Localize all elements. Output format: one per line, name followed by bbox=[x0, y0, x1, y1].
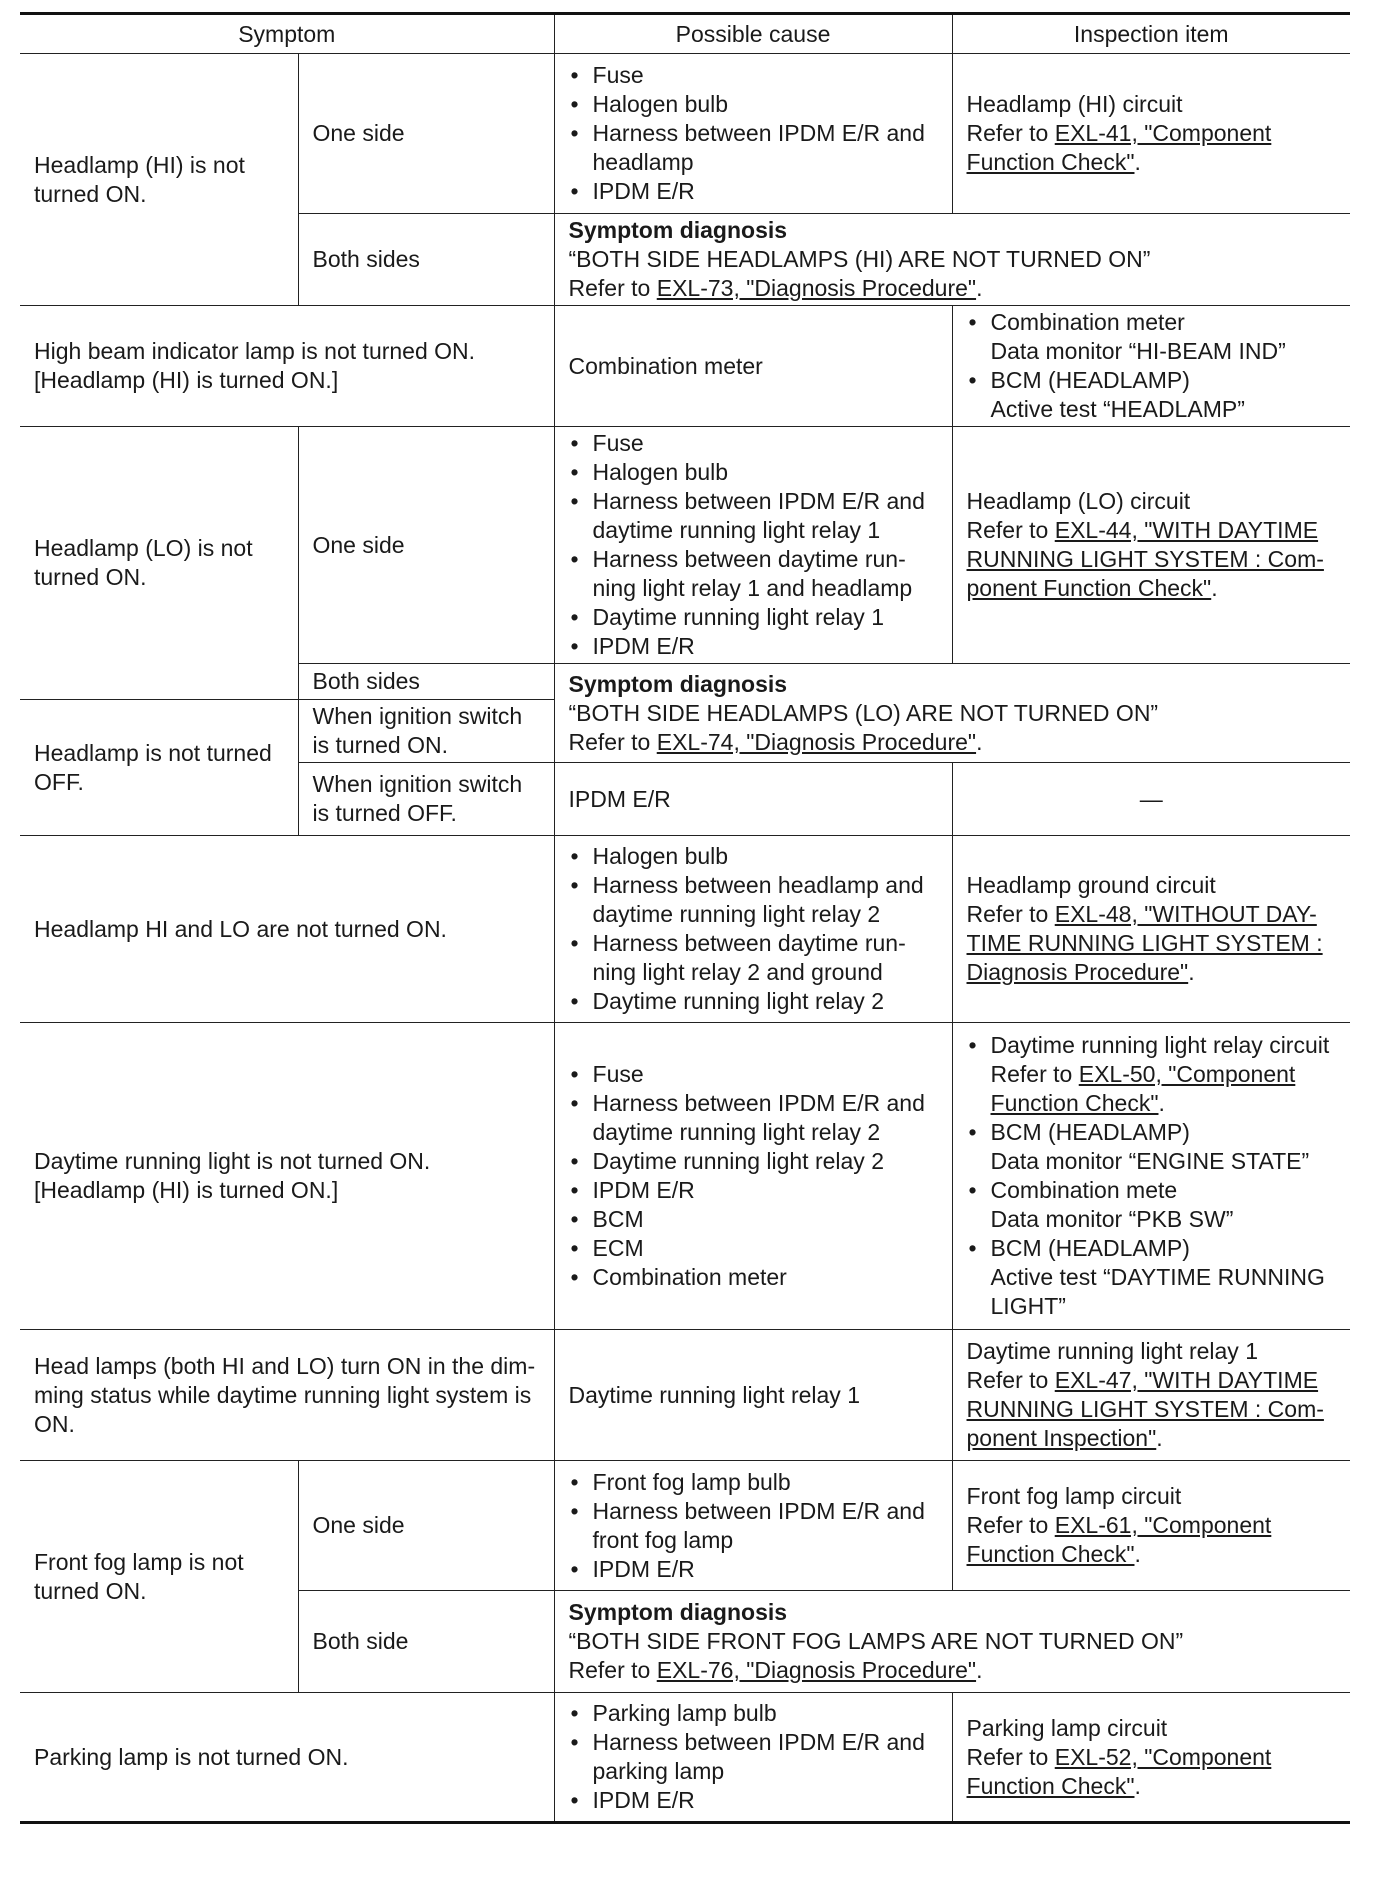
diagnosis-title: Symptom diagnosis bbox=[568, 217, 788, 243]
list-item: • IPDM E/R bbox=[569, 1176, 938, 1205]
reference-link[interactable]: EXL-48, "WITHOUT DAY-TIME RUNNING LIGHT SYSTEM : Diagnosis Procedure" bbox=[966, 901, 1323, 985]
symptom-line: High beam indicator lamp is not turned ON. bbox=[34, 338, 476, 364]
condition-cell: Both side bbox=[298, 1591, 554, 1693]
diagnosis-title: Symptom diagnosis bbox=[568, 670, 788, 697]
refer-suffix: . bbox=[1134, 149, 1141, 175]
inspection-label: • Combination mete bbox=[990, 1177, 1178, 1203]
table-row bbox=[20, 1330, 1350, 1461]
table-row bbox=[20, 427, 1350, 664]
cause-cell bbox=[554, 427, 952, 664]
inspection-title: Headlamp (LO) circuit bbox=[966, 488, 1191, 514]
symptom-line: [Headlamp (HI) is turned ON.] bbox=[34, 1177, 339, 1203]
refer-suffix: . bbox=[976, 1657, 983, 1683]
inspection-cell bbox=[952, 54, 1350, 214]
refer-prefix: Refer to bbox=[568, 275, 657, 301]
list-item bbox=[967, 1031, 1337, 1118]
inspection-cell bbox=[952, 1330, 1350, 1461]
table-row bbox=[20, 836, 1350, 1023]
table-row bbox=[20, 54, 1350, 214]
symptom-line: Daytime running light is not turned ON. bbox=[34, 1148, 431, 1174]
symptom-cell: Headlamp HI and LO are not turned ON. bbox=[20, 836, 554, 1023]
cause-cell bbox=[554, 1693, 952, 1823]
list-item: • Harness between headlamp and daytime running light relay 2 bbox=[569, 871, 938, 929]
symptom-cell bbox=[20, 1023, 554, 1330]
diagnosis-cell bbox=[554, 214, 1350, 306]
reference-link[interactable]: EXL-52, "Component Function Check" bbox=[966, 1743, 1272, 1799]
symptom-cell: Head lamps (both HI and LO) turn ON in the dim-ming status while daytime running light system is ON. bbox=[20, 1330, 554, 1461]
inspection-list bbox=[967, 308, 1337, 424]
inspection-label: • BCM (HEADLAMP) bbox=[990, 1235, 1190, 1261]
table-row bbox=[20, 306, 1350, 427]
refer-prefix: Refer to bbox=[990, 1061, 1079, 1087]
inspection-cell bbox=[952, 1461, 1350, 1591]
refer-prefix: Refer to bbox=[966, 1367, 1055, 1393]
symptom-line: [Headlamp (HI) is turned ON.] bbox=[34, 367, 339, 393]
condition-cell: When ignition switch is turned ON. bbox=[298, 700, 554, 763]
list-item: • Fuse bbox=[569, 61, 938, 90]
inspection-title: Parking lamp circuit bbox=[966, 1714, 1168, 1741]
inspection-cell: — bbox=[952, 763, 1350, 836]
table-row bbox=[20, 1693, 1350, 1823]
list-item: • Halogen bulb bbox=[569, 458, 938, 487]
condition-cell: One side bbox=[298, 427, 554, 664]
list-item: • Daytime running light relay 2 bbox=[569, 987, 938, 1016]
list-item: • Harness between daytime run-ning light relay 1 and headlamp bbox=[569, 545, 938, 603]
list-item: • IPDM E/R bbox=[569, 1555, 938, 1584]
symptom-cell: Front fog lamp is not turned ON. bbox=[20, 1461, 298, 1693]
list-item bbox=[967, 308, 1337, 366]
diagnosis-title: Symptom diagnosis bbox=[568, 1599, 788, 1625]
symptom-cell: Headlamp is not turned OFF. bbox=[20, 700, 298, 836]
inspection-title: Front fog lamp circuit bbox=[966, 1483, 1182, 1509]
refer-suffix: . bbox=[1211, 575, 1218, 601]
refer-prefix: Refer to bbox=[568, 1657, 657, 1683]
reference-link[interactable]: EXL-61, "Component Function Check" bbox=[966, 1512, 1272, 1567]
condition-cell: One side bbox=[298, 1461, 554, 1591]
table-row bbox=[20, 1023, 1350, 1330]
condition-cell: When ignition switch is turned OFF. bbox=[298, 763, 554, 836]
list-item: • Parking lamp bulb bbox=[569, 1699, 938, 1728]
inspection-sub: Active test “HEADLAMP” bbox=[990, 396, 1245, 422]
list-item bbox=[967, 1118, 1337, 1176]
refer-suffix: . bbox=[1188, 959, 1195, 985]
refer-suffix: . bbox=[1158, 1090, 1165, 1116]
cause-list bbox=[569, 842, 938, 1016]
cause-cell bbox=[554, 54, 952, 214]
inspection-cell bbox=[952, 427, 1350, 664]
symptom-cell: Parking lamp is not turned ON. bbox=[20, 1693, 554, 1823]
list-item: • Daytime running light relay 1 bbox=[569, 603, 938, 632]
refer-prefix: Refer to bbox=[966, 517, 1055, 543]
inspection-label: • Daytime running light relay circuit bbox=[990, 1032, 1330, 1058]
list-item: • Halogen bulb bbox=[569, 842, 938, 871]
condition-cell: Both sides bbox=[298, 664, 554, 700]
list-item: • Harness between IPDM E/R and daytime running light relay 2 bbox=[569, 1089, 938, 1147]
symptom-cell: Headlamp (LO) is not turned ON. bbox=[20, 427, 298, 700]
inspection-list bbox=[967, 1031, 1337, 1321]
inspection-sub: Data monitor “HI-BEAM IND” bbox=[990, 338, 1286, 364]
refer-prefix: Refer to bbox=[966, 120, 1055, 146]
refer-suffix: . bbox=[1156, 1425, 1163, 1451]
inspection-cell bbox=[952, 1693, 1350, 1823]
cause-cell bbox=[554, 836, 952, 1023]
condition-cell: Both sides bbox=[298, 214, 554, 306]
refer-prefix: Refer to bbox=[966, 901, 1055, 927]
condition-cell: One side bbox=[298, 54, 554, 214]
cause-list bbox=[569, 429, 938, 661]
table-header-row bbox=[20, 14, 1350, 54]
list-item: • Fuse bbox=[569, 429, 938, 458]
cause-cell: Daytime running light relay 1 bbox=[554, 1330, 952, 1461]
reference-link[interactable]: EXL-50, "Component Function Check" bbox=[990, 1061, 1296, 1116]
inspection-label: • Combination meter bbox=[990, 309, 1185, 335]
inspection-cell bbox=[952, 306, 1350, 427]
inspection-cell bbox=[952, 836, 1350, 1023]
cause-list bbox=[569, 1468, 938, 1584]
list-item: • Daytime running light relay 2 bbox=[569, 1147, 938, 1176]
inspection-sub: Data monitor “ENGINE STATE” bbox=[990, 1148, 1310, 1174]
header-symptom: Symptom bbox=[20, 14, 554, 54]
cause-cell bbox=[554, 1461, 952, 1591]
inspection-label: • BCM (HEADLAMP) bbox=[990, 367, 1190, 393]
reference-link[interactable]: EXL-74, "Diagnosis Procedure" bbox=[656, 728, 977, 755]
reference-link[interactable]: EXL-76, "Diagnosis Procedure" bbox=[656, 1657, 977, 1683]
diagnosis-table-page bbox=[20, 12, 1350, 1824]
symptom-table bbox=[20, 12, 1350, 1824]
diagnosis-text: “BOTH SIDE HEADLAMPS (LO) ARE NOT TURNED ON” bbox=[568, 699, 1159, 726]
list-item bbox=[967, 1234, 1337, 1321]
cause-cell: IPDM E/R bbox=[554, 763, 952, 836]
list-item bbox=[967, 1176, 1337, 1234]
list-item: • IPDM E/R bbox=[569, 632, 938, 661]
list-item: • ECM bbox=[569, 1234, 938, 1263]
cause-list bbox=[569, 1699, 938, 1815]
inspection-label: • BCM (HEADLAMP) bbox=[990, 1119, 1190, 1145]
diagnosis-text: “BOTH SIDE HEADLAMPS (HI) ARE NOT TURNED ON” bbox=[568, 246, 1151, 272]
list-item: • Halogen bulb bbox=[569, 90, 938, 119]
diagnosis-text: “BOTH SIDE FRONT FOG LAMPS ARE NOT TURNED ON” bbox=[568, 1628, 1184, 1654]
list-item: • IPDM E/R bbox=[569, 1786, 938, 1815]
list-item: • IPDM E/R bbox=[569, 177, 938, 206]
inspection-cell bbox=[952, 1023, 1350, 1330]
table-row bbox=[20, 1461, 1350, 1591]
diagnosis-cell bbox=[554, 1591, 1350, 1693]
diagnosis-cell bbox=[554, 664, 1350, 763]
refer-prefix: Refer to bbox=[966, 1512, 1055, 1538]
header-possible-cause: Possible cause bbox=[554, 14, 952, 54]
list-item: • Combination meter bbox=[569, 1263, 938, 1292]
refer-prefix: Refer to bbox=[966, 1743, 1055, 1770]
inspection-title: Daytime running light relay 1 bbox=[966, 1338, 1258, 1364]
inspection-title: Headlamp (HI) circuit bbox=[966, 91, 1183, 117]
refer-suffix: . bbox=[976, 275, 983, 301]
symptom-cell bbox=[20, 306, 554, 427]
symptom-cell: Headlamp (HI) is not turned ON. bbox=[20, 54, 298, 306]
refer-suffix: . bbox=[976, 728, 983, 755]
list-item: • Harness between IPDM E/R and parking lamp bbox=[569, 1728, 938, 1786]
list-item: • Front fog lamp bulb bbox=[569, 1468, 938, 1497]
list-item: • Harness between IPDM E/R and daytime running light relay 1 bbox=[569, 487, 938, 545]
inspection-title: Headlamp ground circuit bbox=[966, 872, 1216, 898]
list-item: • Harness between IPDM E/R and headlamp bbox=[569, 119, 938, 177]
cause-list bbox=[569, 61, 938, 206]
cause-cell bbox=[554, 1023, 952, 1330]
list-item: • Harness between IPDM E/R and front fog lamp bbox=[569, 1497, 938, 1555]
inspection-sub: Active test “DAYTIME RUNNING LIGHT” bbox=[990, 1264, 1325, 1319]
list-item: • BCM bbox=[569, 1205, 938, 1234]
refer-suffix: . bbox=[1134, 1541, 1141, 1567]
reference-link[interactable]: EXL-41, "Component Function Check" bbox=[966, 120, 1272, 175]
list-item: • Harness between daytime run-ning light relay 2 and ground bbox=[569, 929, 938, 987]
refer-prefix: Refer to bbox=[568, 728, 657, 755]
reference-link[interactable]: EXL-44, "WITH DAYTIME RUNNING LIGHT SYSTEM : Com-ponent Function Check" bbox=[966, 517, 1324, 601]
inspection-sub: Data monitor “PKB SW” bbox=[990, 1206, 1234, 1232]
header-inspection-item: Inspection item bbox=[952, 14, 1350, 54]
refer-suffix: . bbox=[1134, 1772, 1141, 1799]
cause-list bbox=[569, 1060, 938, 1292]
reference-link[interactable]: EXL-73, "Diagnosis Procedure" bbox=[656, 275, 977, 301]
cause-cell: Combination meter bbox=[554, 306, 952, 427]
list-item: • Fuse bbox=[569, 1060, 938, 1089]
reference-link[interactable]: EXL-47, "WITH DAYTIME RUNNING LIGHT SYSTEM : Com-ponent Inspection" bbox=[966, 1367, 1324, 1451]
list-item bbox=[967, 366, 1337, 424]
